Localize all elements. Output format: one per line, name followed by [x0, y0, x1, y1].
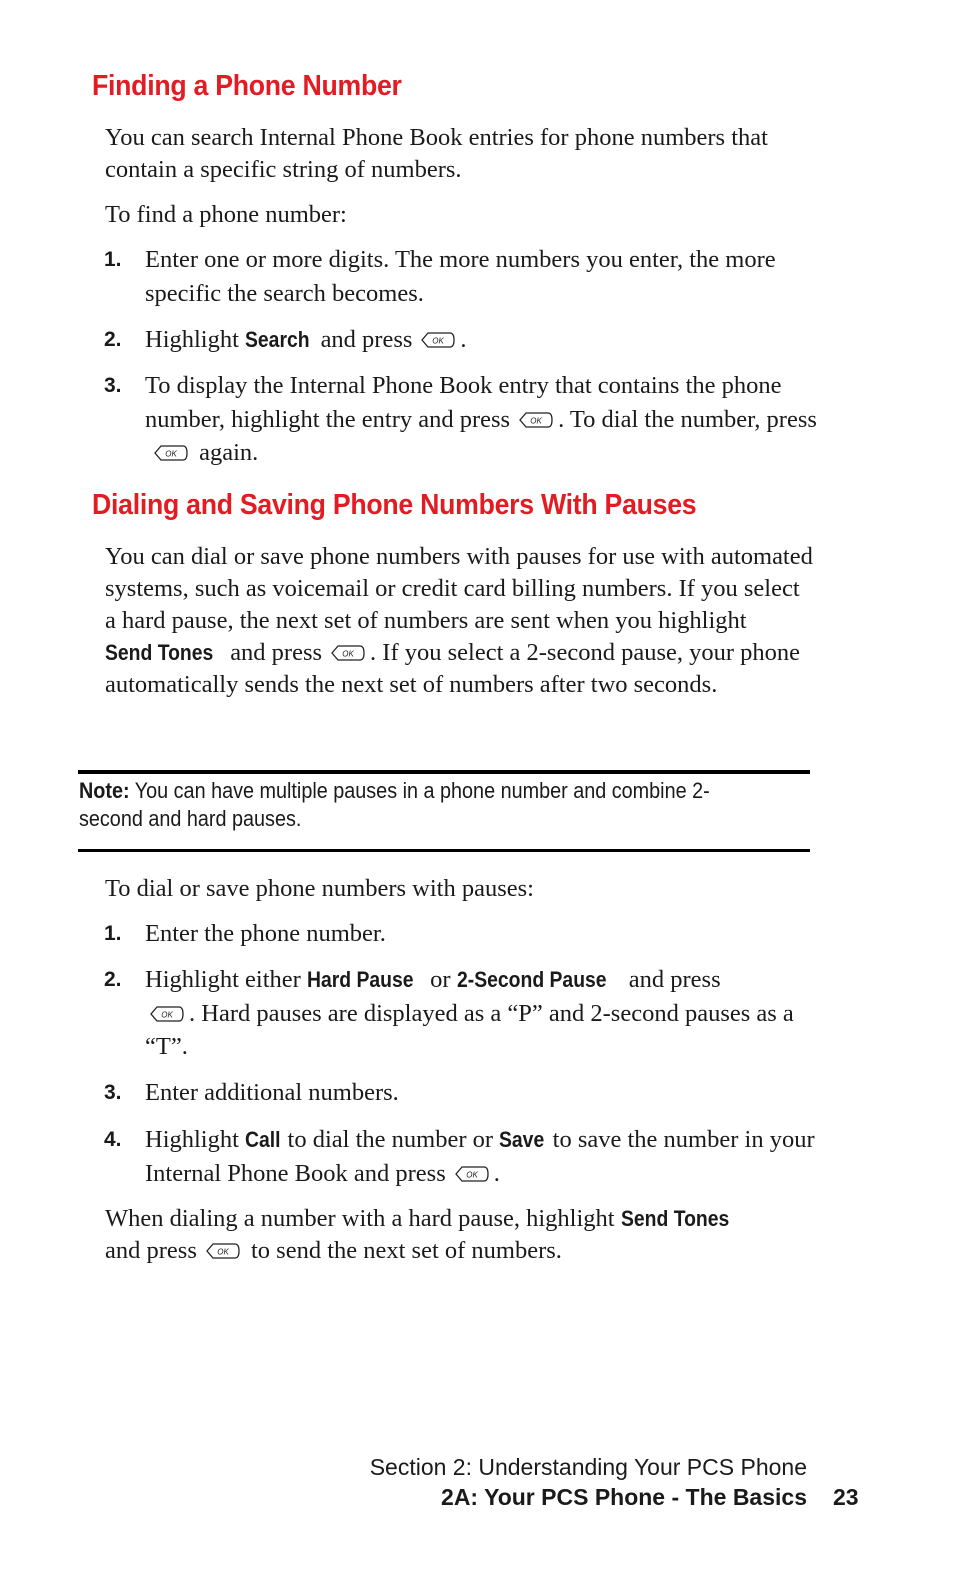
step-number: 2. [104, 968, 122, 991]
keyword-save: Save [499, 1127, 545, 1152]
note-rule-bottom [78, 849, 810, 852]
step-text: Enter additional numbers. [145, 1079, 399, 1106]
svg-text:OK: OK [465, 1170, 478, 1179]
step-text-end: . [493, 1159, 500, 1187]
step-number: 1. [104, 248, 122, 271]
closing-post: to send the next set of numbers. [244, 1237, 562, 1264]
footer-section-title: Section 2: Understanding Your PCS Phone [369, 1454, 807, 1480]
step-number: 2. [104, 328, 122, 351]
ok-key-icon [514, 410, 554, 430]
step-text-pre: Highlight either [145, 966, 307, 993]
step-text-post2: . Hard pauses are displayed as a “P” and 2-second pauses as a “T”. [145, 999, 794, 1060]
keyword-2-second-pause: 2-Second Pause [456, 967, 607, 992]
step-text-pre: Highlight [145, 326, 246, 353]
keyword-call: Call [245, 1127, 281, 1152]
step-number: 4. [104, 1128, 122, 1151]
step-text-pre: Highlight [145, 1126, 246, 1153]
note-label: Note: [79, 778, 130, 803]
svg-text:OK: OK [161, 1010, 173, 1019]
ok-key-icon [416, 330, 456, 350]
step-text-post: and press [314, 326, 413, 353]
svg-text:OK: OK [342, 649, 354, 659]
keyword-search: Search [245, 327, 310, 352]
pauses-closing [105, 1203, 815, 1267]
note-body: You can have multiple pauses in a phone number and combine 2-second and hard pauses. [79, 778, 710, 831]
step-text-end: . [460, 326, 467, 353]
ok-key-icon [149, 443, 189, 463]
step-text-post: to save the number in your Internal Phone Book and press [145, 1126, 815, 1187]
svg-text:OK: OK [165, 449, 177, 459]
finding-lead: To find a phone number: [105, 201, 347, 228]
closing-mid: and press [105, 1237, 197, 1264]
step-text-mid: to dial the number or [281, 1126, 500, 1153]
page-number: 23 [833, 1484, 859, 1510]
svg-text:OK: OK [217, 1247, 229, 1257]
step-text [145, 323, 820, 357]
ok-key-icon [450, 1164, 490, 1184]
step-text-post: and press [622, 966, 721, 993]
step-text-pre: To display the Internal Phone Book entry that contains the phone number, highlight the entry and press [145, 372, 782, 433]
step-text-mid: or [424, 966, 457, 993]
svg-text:OK: OK [432, 336, 445, 346]
ok-key-icon [201, 1241, 241, 1261]
step-number: 3. [104, 1081, 122, 1104]
finding-intro: You can search Internal Phone Book entries for phone numbers that contain a specific string of numbers. [105, 124, 768, 183]
intro-mid: and press [224, 639, 323, 666]
pauses-intro [105, 541, 815, 701]
step-text-post: again. [193, 439, 259, 466]
ok-key-icon [145, 1004, 185, 1024]
section-heading-pauses: Dialing and Saving Phone Numbers With Pauses [92, 489, 697, 521]
closing-pre: When dialing a number with a hard pause, highlight [105, 1205, 621, 1232]
intro-pre: You can dial or save phone numbers with pauses for use with automated systems, such as voicemail or credit card billing numbers. If you select a hard pause, the next set of numbers are sent when you highlight [105, 543, 813, 634]
step-number: 1. [104, 922, 122, 945]
note-rule-top [78, 770, 810, 774]
step-text: Enter one or more digits. The more numbers you enter, the more specific the search becomes. [145, 246, 776, 307]
keyword-send-tones: Send Tones [620, 1206, 730, 1231]
note [79, 777, 745, 833]
intro-post: . If you select a 2-second pause, your phone automatically sends the next set of numbers after two seconds. [105, 639, 801, 698]
svg-text:OK: OK [530, 416, 542, 425]
ok-key-icon [326, 643, 366, 663]
step-text [145, 369, 820, 470]
step-text: Enter the phone number. [145, 920, 386, 947]
step-text [145, 1123, 820, 1190]
section-heading-finding: Finding a Phone Number [92, 70, 402, 102]
footer-chapter-title: 2A: Your PCS Phone - The Basics [441, 1484, 807, 1510]
keyword-hard-pause: Hard Pause [306, 967, 414, 992]
keyword-send-tones: Send Tones [105, 640, 214, 665]
step-number: 3. [104, 374, 122, 397]
step-text-mid: . To dial the number, press [558, 405, 817, 433]
step-text [145, 963, 820, 1064]
pauses-lead: To dial or save phone numbers with pauses: [105, 875, 534, 902]
